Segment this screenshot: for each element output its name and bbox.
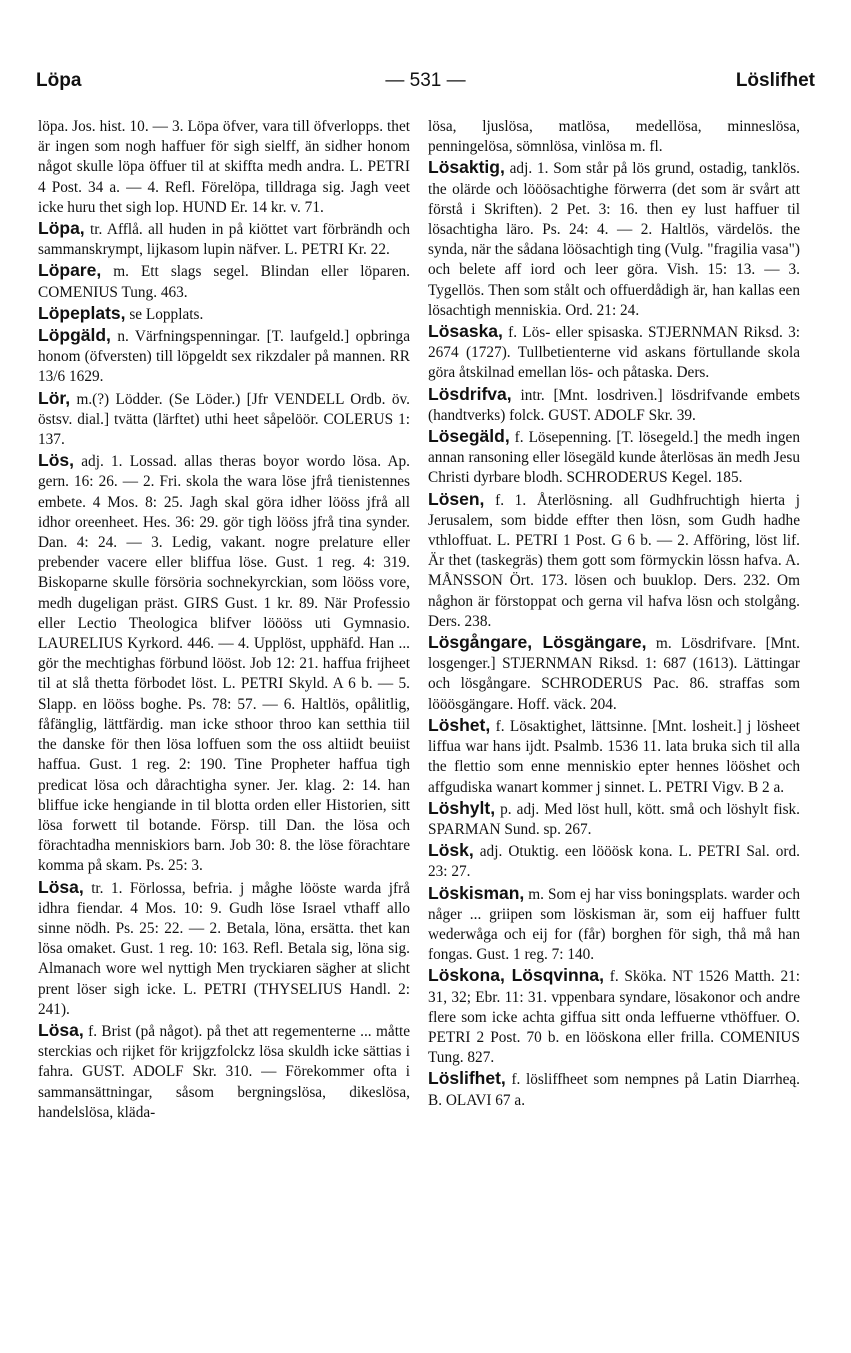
- dictionary-entry: Löpeplats, se Lopplats.: [38, 302, 204, 323]
- page-header: [36, 70, 815, 100]
- left-column: [38, 117, 410, 1327]
- dictionary-entry: Lösk, adj. Otuktig. een lööösk kona. L. PETRI Sal. ord. 23: 27.: [428, 840, 800, 881]
- running-head-right: Löslifhet: [735, 70, 815, 91]
- dictionary-entry: Löpare, m. Ett slags segel. Blindan eller löparen. COMENIUS Tung. 463.: [38, 260, 410, 301]
- dictionary-entry: Lösgångare, Lösgängare, m. Lösdrifvare. [Mnt. losgenger.] STJERNMAN Riksd. 1: 687 (1613). Lättingar och lösgångare. SCHRODERUS Pac. 86. straffas som lööösgängare. Hoff. väck. 204.: [428, 632, 800, 713]
- dictionary-entry: Lös, adj. 1. Lossad. allas theras boyor wordo lösa. Ap. gern. 16: 26. — 2. Fri. skola the wara löse jfrå tienistennes embete. 4 Mos. 8: 25. Jagh skal göra idher lööss jfrå all idhor oreenheet. Hes. 36: 29. gör tigh lööss jfrå tina synder. Dan. 4: 24. — 3. Ledig, vakant. nogre prelature eller prebender vacere eller bliffua löse. Gust. 1 reg. 4: 319. Biskoparne skulle försöria sochnekyrckian, som lööss vore, medh dugeligan präst. GIRS Gust. 1 kr. 89. När Professio eller Lectio Theologica blifver löööss uti Gymnasio. LAURELIUS Kyrkord. 446. — 4. Upplöst, upphäfd. Han ... gör the mechtighas förbund lööst. Job 12: 21. haffua frijheet til at slå thetta förbodet löst. L. PETRI Skyld. A 6 b. — 5. Slapp. en lööss boghe. Ps. 78: 57. — 6. Haltlös, opålitlig, fåfänglig, lättfärdig. man icke sthoor throo kan setthia tiil the danske för then lösa loffuen som the oss altiidt beuiist haffua. Gust. 1 reg. 2: 190. Tine Propheter haffua tigh predicat lösa och dårachtigha syner. Jer. klag. 2: 14. han bliffue icke hengiande in til blotta orden eller Historien, sitt lösa forwett til botande. Försp. till Dan. the lösa och förachtadha menniskiors barn. Job 30: 8. the löse förachtare komma på skam. Ps. 25: 3.: [38, 450, 410, 875]
- dictionary-entry: Löshet, f. Lösaktighet, lättsinne. [Mnt. losheit.] j lösheet liffua war hans ijdt. Psalmb. 1536 11. lata bruka sich til alla the flettio som enne menniskio epter hennes lööshet och affgudiska wanart kommer j sinnet. L. PETRI Vigv. B 2 a.: [428, 714, 800, 796]
- headword: Löskona, Lösqvinna,: [428, 965, 604, 986]
- dictionary-entry: Lösdrifva, intr. [Mnt. losdriven.] lösdrifvande embets (handtverks) folck. GUST. ADOLF Skr. 39.: [428, 383, 800, 424]
- headword: Lösaktig,: [428, 157, 505, 178]
- right-column: [428, 117, 800, 1327]
- dictionary-entry: Löslifhet, f. lösliffheet som nempnes på Latin Diarrheą. B. OLAVI 67 a.: [428, 1068, 800, 1109]
- headword: Löshylt,: [428, 797, 496, 818]
- headword: Löpare,: [38, 260, 102, 281]
- headword: Löshet,: [428, 714, 491, 735]
- dictionary-entry: löpa. Jos. hist. 10. — 3. Löpa öfver, vara till öfverlopps. thet är ingen som nogh haffuer för sigh sielff, än sidher honom något skulle löpa öffuer til at skiffta medh andra. L. PETRI 4 Post. 34 a. — 4. Refl. Förelöpa, tilldraga sig. Jagh veet icke huru thet sigh lop. HUND Er. 14 kr. v. 71.: [38, 118, 410, 216]
- headword: Löpgäld,: [38, 325, 111, 346]
- headword: Löslifhet,: [428, 1068, 506, 1089]
- headword: Lösk,: [428, 840, 474, 861]
- dictionary-entry: Lösen, f. 1. Återlösning. all Gudhfruchtigh hierta j Jerusalem, som bidde effter then lösn, som Gudh hadhe vthloffuat. L. PETRI 1 Post. G 6 b. — 2. Afföring, löst lif. Är thet (taskegräs) them gott som förmyckin lössn hafva. A. MÅNSSON Ört. 173. lösen och buuklop. Ders. 232. Om någhon är förstoppat och gerna vil hafva lösn och stolgång. Ders. 238.: [428, 488, 800, 630]
- headword: Lösaska,: [428, 321, 503, 342]
- dictionary-entry: Lösaktig, adj. 1. Som står på lös grund, ostadig, tanklös. the olärde och lööösachtighe förwerra (det som är svårt att förstå i Skriften). 2 Pet. 3: 16. then ey lust haffuer til lösachtigha läro. Ps. 24: 4. — 2. Haltlös, värdelös. the synda, när the sådana löösachtigh ting (Vulg. "fragilia vasa") och belete aff iord och leer göra. Vish. 15: 13. — 3. Tygellös. Then som stålt och offuerdådigh är, han kallas een lösachtigh menniskia. Ord. 21: 24.: [428, 157, 800, 319]
- headword: Lör,: [38, 387, 71, 408]
- dictionary-entry: Löskona, Lösqvinna, f. Sköka. NT 1526 Matth. 21: 31, 32; Ebr. 11: 31. vppenbara syndare, lösakonor och andre flere som icke achta giffua sitt onda leffuerne vthöffuer. O. PETRI 2 Post. 70 b. en lööskona eller frilla. COMENIUS Tung. 827.: [428, 965, 800, 1067]
- headword: Lösa,: [38, 1019, 84, 1040]
- dictionary-entry: Löskisman, m. Som ej har viss boningsplats. warder och någer ... griipen som löskisman är, som eij haffuer fultt wederwåga och eij for (får) borghen för sigh, thå må han fongas. Gust. 1 reg. 7: 140.: [428, 882, 800, 964]
- dictionary-entry: Löshylt, p. adj. Med löst hull, kött. små och löshylt fisk. SPARMAN Sund. sp. 267.: [428, 797, 800, 838]
- dictionary-entry: Lösa, f. Brist (på något). på thet att regementerne ... måtte sterckias och rijket för krijgzfolckz lösa skuldh icke sättias i fahra. GUST. ADOLF Skr. 310. — Förekommer ofta i sammansättningar, såsom bergningslösa, dikeslösa, handelslösa, kläda-: [38, 1019, 410, 1121]
- dictionary-entry: Lösa, tr. 1. Förlossa, befria. j måghe lööste warda jfrå idhra fiendar. 4 Mos. 10: 9. Gudh löse Israel vthaff allo sinne nödh. Ps. 25: 22. — 2. Betala, löna, ersätta. thet kan lösa omaket. Gust. 1 reg. 10: 163. Refl. Betala sig, löna sig. Almanach wore wel nyttigh Men tryckiaren sägher at slicht prent löser sigh icke. L. PETRI (THYSELIUS Handl. 2: 241).: [38, 876, 410, 1018]
- dictionary-entry: Lösegäld, f. Lösepenning. [T. lösegeld.] the medh ingen annan ransoning eller lösegäld kunde återlösas än medh Jesu Christi dyrbare blodh. SCHRODERUS Kegel. 185.: [428, 426, 800, 487]
- running-head-left: Löpa: [36, 70, 82, 91]
- headword: Löskisman,: [428, 882, 525, 903]
- headword: Lösa,: [38, 876, 84, 897]
- headword: Löpa,: [38, 218, 85, 239]
- headword: Lösen,: [428, 488, 485, 509]
- headword: Lösegäld,: [428, 426, 510, 447]
- dictionary-entry: Löpgäld, n. Värfningspenningar. [T. laufgeld.] opbringa honom (öfversten) till löpgeldt sex rikzdaler på mannen. RR 13/6 1629.: [38, 325, 410, 386]
- headword: Lösgångare, Lösgängare,: [428, 632, 647, 653]
- headword: Lösdrifva,: [428, 383, 512, 404]
- headword: Lös,: [38, 450, 74, 471]
- dictionary-entry: lösa, ljuslösa, matlösa, medellösa, minneslösa, penningelösa, sömnlösa, vinlösa m. fl.: [428, 118, 800, 156]
- dictionary-entry: Lör, m.(?) Lödder. (Se Löder.) [Jfr VENDELL Ordb. öv. östsv. dial.] tvätta (lärftet) uthi heet såpelöör. COLERUS 1: 137.: [38, 387, 410, 449]
- page-number: — 531 —: [385, 70, 466, 91]
- dictionary-entry: Lösaska, f. Lös- eller spisaska. STJERNMAN Riksd. 3: 2674 (1727). Tullbetienterne vid askans förtullande skola göra åtskilnad emellan lös- och påtaska. Ders.: [428, 321, 800, 382]
- headword: Löpeplats,: [38, 302, 126, 323]
- dictionary-entry: Löpa, tr. Afflå. all huden in på kiöttet vart förbrändh och sammanskrympt, lijkasom lupin näfver. L. PETRI Kr. 22.: [38, 218, 410, 259]
